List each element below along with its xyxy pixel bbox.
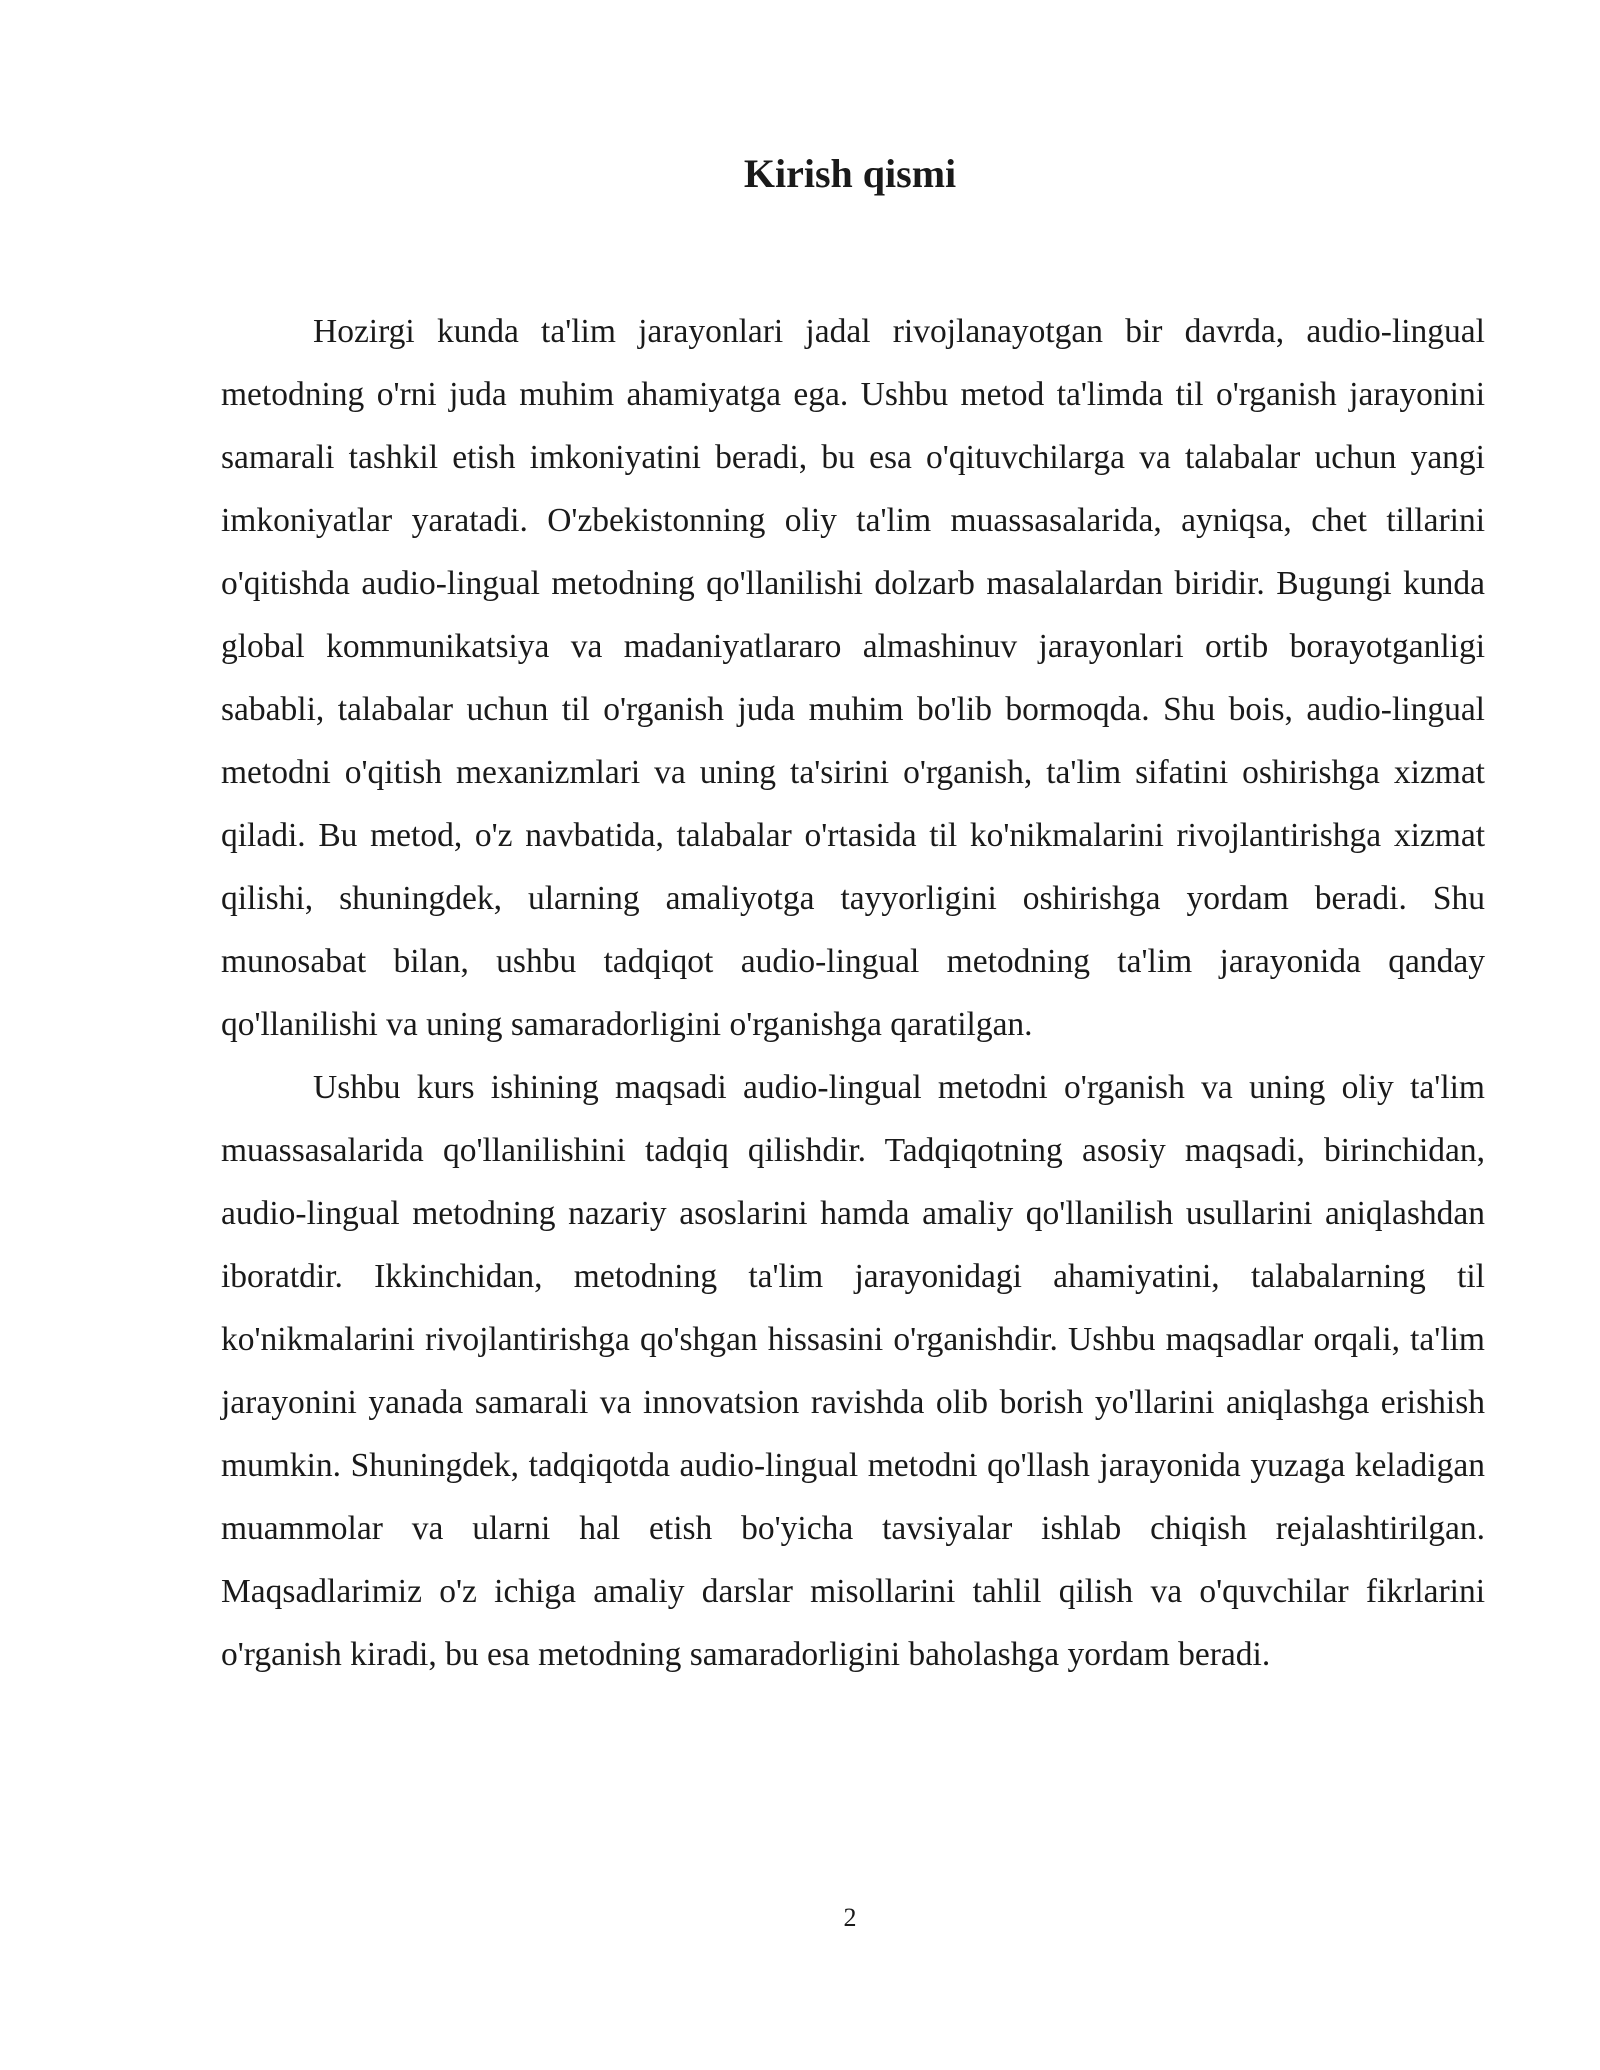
- paragraph-1: Hozirgi kunda ta'lim jarayonlari jadal rivojlanayotgan bir davrda, audio-lingual metodning o'rni juda muhim ahamiyatga ega. Ushbu metod ta'limda til o'rganish jarayonini samarali tashkil etish imkoniyatini beradi, bu esa o'qituvchilarga va talabalar uchun yangi imkoniyatlar yaratadi. O'zbekistonning oliy ta'lim muassasalarida, ayniqsa, chet tillarini o'qitishda audio-lingual metodning qo'llanilishi dolzarb masalalardan biridir. Bugungi kunda global kommunikatsiya va madaniyatlararo almashinuv jarayonlari ortib borayotganligi sababli, talabalar uchun til o'rganish juda muhim bo'lib bormoqda. Shu bois, audio-lingual metodni o'qitish mexanizmlari va uning ta'sirini o'rganish, ta'lim sifatini oshirishga xizmat qiladi. Bu metod, o'z navbatida, talabalar o'rtasida til ko'nikmalarini rivojlantirishga xizmat qilishi, shuningdek, ularning amaliyotga tayyorligini oshirishga yordam beradi. Shu munosabat bilan, ushbu tadqiqot audio-lingual metodning ta'lim jarayonida qanday qo'llanilishi va uning samaradorligini o'rganishga qaratilgan.: [221, 313, 1485, 1043]
- body-text: [221, 300, 1485, 1686]
- page-number: 2: [843, 1903, 857, 1932]
- paragraph-2: Ushbu kurs ishining maqsadi audio-lingual metodni o'rganish va uning oliy ta'lim muassasalarida qo'llanilishini tadqiq qilishdir. Tadqiqotning asosiy maqsadi, birinchidan, audio-lingual metodning nazariy asoslarini hamda amaliy qo'llanilish usullarini aniqlashdan iboratdir. Ikkinchidan, metodning ta'lim jarayonidagi ahamiyatini, talabalarning til ko'nikmalarini rivojlantirishga qo'shgan hissasini o'rganishdir. Ushbu maqsadlar orqali, ta'lim jarayonini yanada samarali va innovatsion ravishda olib borish yo'llarini aniqlashga erishish mumkin. Shuningdek, tadqiqotda audio-lingual metodni qo'llash jarayonida yuzaga keladigan muammolar va ularni hal etish bo'yicha tavsiyalar ishlab chiqish rejalashtirilgan. Maqsadlarimiz o'z ichiga amaliy darslar misollarini tahlil qilish va o'quvchilar fikrlarini o'rganish kiradi, bu esa metodning samaradorligini baholashga yordam beradi.: [221, 1069, 1485, 1673]
- section-title: Kirish qismi: [743, 151, 957, 196]
